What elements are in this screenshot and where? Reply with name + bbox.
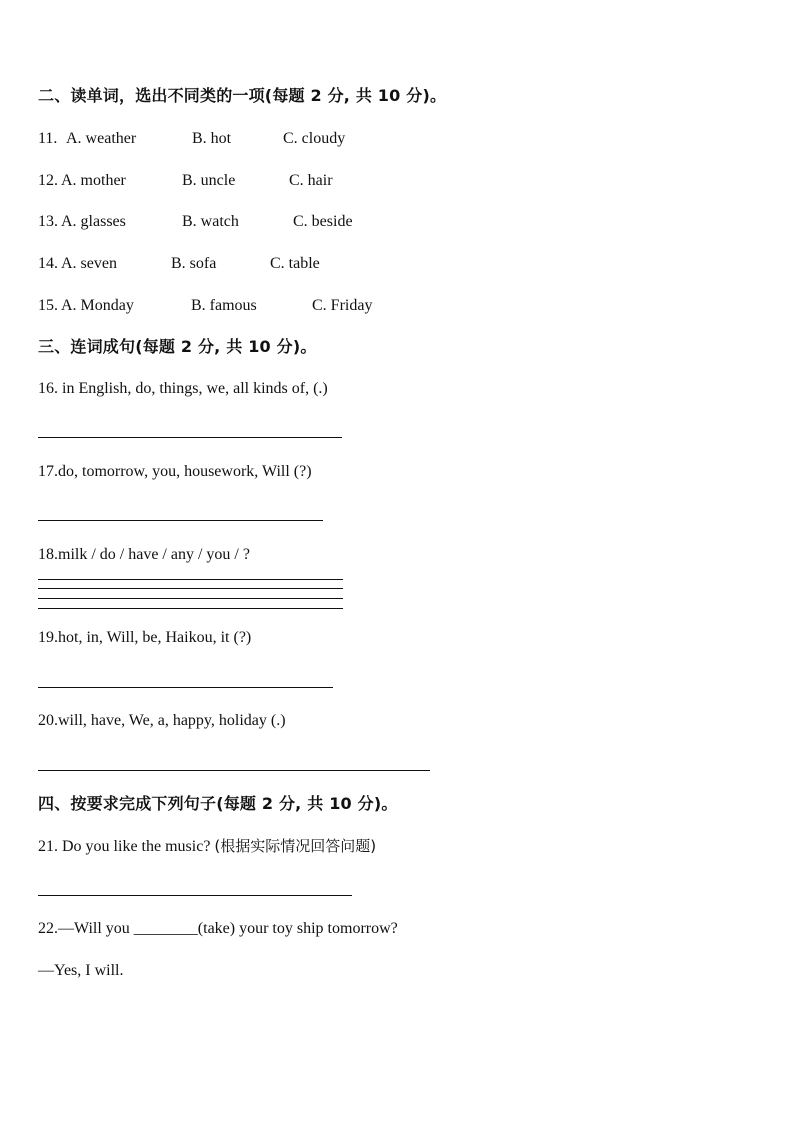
answer-line xyxy=(38,770,430,771)
question-number: 11. xyxy=(38,130,58,147)
option-b: B. uncle xyxy=(182,172,236,189)
option-a: A. weather xyxy=(66,130,137,147)
answer-line xyxy=(38,895,352,896)
answer-line xyxy=(38,598,343,599)
question-13 xyxy=(38,212,438,232)
option-a: A. seven xyxy=(61,255,117,272)
option-a: A. glasses xyxy=(61,213,126,230)
question-11 xyxy=(38,129,438,149)
question-number: 15. xyxy=(38,297,58,314)
option-b: B. famous xyxy=(191,297,257,314)
question-19: 19.hot, in, Will, be, Haikou, it (?) xyxy=(38,629,252,646)
question-15 xyxy=(38,296,438,316)
question-17: 17.do, tomorrow, you, housework, Will (?) xyxy=(38,463,312,480)
question-21 xyxy=(38,836,376,857)
question-12 xyxy=(38,171,438,191)
question-number: 13. xyxy=(38,213,58,230)
question-21-note: (根据实际情况回答问题) xyxy=(214,837,377,855)
question-22: 22.—Will you ________(take) your toy ship tomorrow? xyxy=(38,920,398,937)
question-22-answer: —Yes, I will. xyxy=(38,962,124,979)
question-number: 14. xyxy=(38,255,58,272)
question-number: 12. xyxy=(38,172,58,189)
answer-line xyxy=(38,608,343,609)
answer-line xyxy=(38,579,343,580)
option-c: C. table xyxy=(270,255,320,272)
answer-line xyxy=(38,588,343,589)
option-b: B. watch xyxy=(182,213,239,230)
answer-line xyxy=(38,520,323,521)
question-18: 18.milk / do / have / any / you / ? xyxy=(38,546,250,563)
section-2-title: 二、读单词，选出不同类的一项(每题 2 分, 共 10 分)。 xyxy=(38,86,447,105)
section-4-title: 四、按要求完成下列句子(每题 2 分, 共 10 分)。 xyxy=(38,794,398,813)
answer-line xyxy=(38,687,333,688)
option-a: A. mother xyxy=(61,172,126,189)
question-16: 16. in English, do, things, we, all kinds of, (.) xyxy=(38,380,328,397)
question-20: 20.will, have, We, a, happy, holiday (.) xyxy=(38,712,286,729)
option-c: C. beside xyxy=(293,213,353,230)
option-c: C. Friday xyxy=(312,297,373,314)
option-c: C. cloudy xyxy=(283,130,346,147)
answer-line xyxy=(38,437,342,438)
option-b: B. sofa xyxy=(171,255,217,272)
section-3-title: 三、连词成句(每题 2 分, 共 10 分)。 xyxy=(38,337,317,356)
option-a: A. Monday xyxy=(61,297,134,314)
option-c: C. hair xyxy=(289,172,333,189)
question-14 xyxy=(38,254,438,274)
option-b: B. hot xyxy=(192,130,232,147)
question-21-text: 21. Do you like the music? xyxy=(38,838,215,855)
